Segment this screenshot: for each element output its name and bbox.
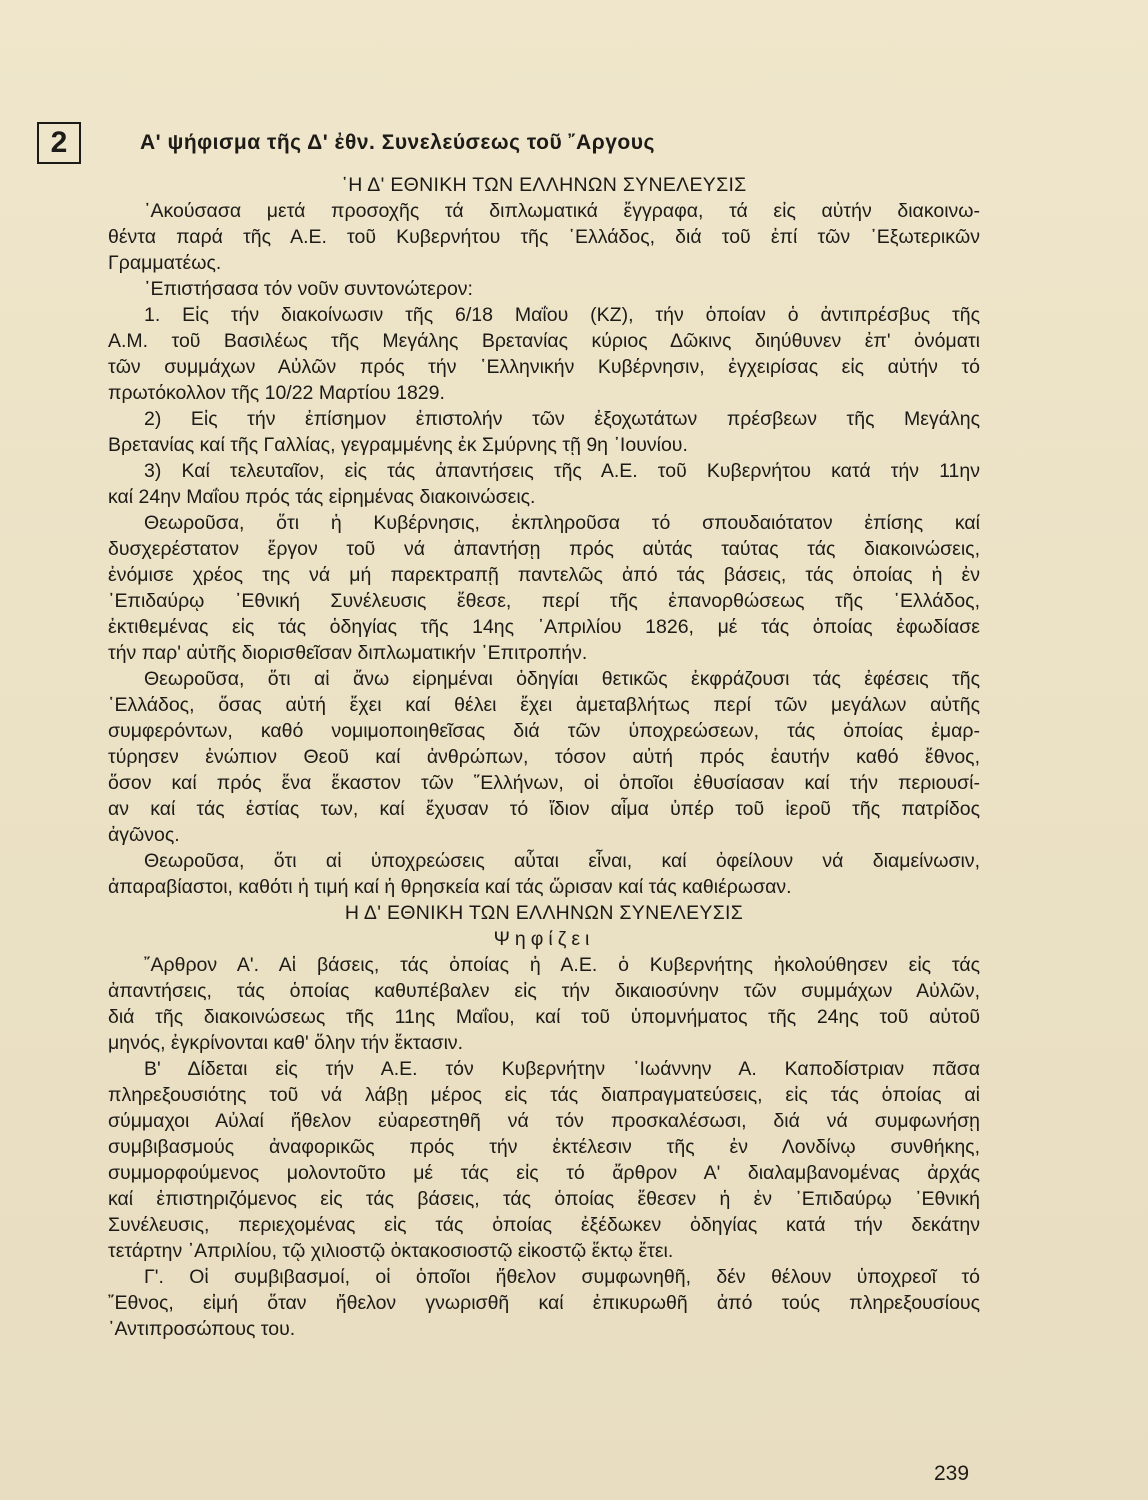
document-body [108,172,980,1342]
preamble-paragraph [108,458,980,510]
text-line: Γραμματέως. [108,252,222,274]
text-line: σύμμαχοι Αὐλαί ἤθελον εὐαρεστηθῆ νά τόν προσκαλέσωσι, διά νά συμφωνήσῃ [108,1110,980,1132]
preamble-paragraph [108,302,980,406]
text-line: Γ'. Οἱ συμβιβασμοί, οἱ ὁποῖοι ἤθελον συμφωνηθῆ, δέν θέλουν ὑποχρεοῖ τό [144,1266,980,1288]
preamble-paragraph [108,510,980,666]
text-line: ᾿Ακούσασα μετά προσοχῆς τά διπλωματικά ἔγγραφα, τά εἰς αὐτήν διακοινω- [144,200,980,222]
article-paragraph [108,952,980,1056]
preamble-paragraph [108,406,980,458]
text-line: ῎Αρθρον Α'. Αἱ βάσεις, τάς ὁποίας ἡ Α.Ε. ὁ Κυβερνήτης ἠκολούθησεν εἰς τάς [144,954,980,976]
text-line: ῾Ελλάδος, ὅσας αὐτή ἔχει καί θέλει ἔχει ἀμεταβλήτως περί τῶν μεγάλων αὐτῆς [108,694,980,716]
text-line: ἐκτιθεμένας εἰς τάς ὁδηγίας τῆς 14ης ᾿Απριλίου 1826, μέ τάς ὁποίας ἐφωδίασε [108,616,980,638]
text-line: τῶν συμμάχων Αὐλῶν πρός τήν ῾Ελληνικήν Κυβέρνησιν, ἐγχειρίσας εἰς αὐτήν τό [108,356,980,378]
text-line: τετάρτην ᾿Απριλίου, τῷ χιλιοστῷ ὀκτακοσιοστῷ εἰκοστῷ ἕκτῳ ἔτει. [108,1240,674,1262]
text-line: θέντα παρά τῆς Α.Ε. τοῦ Κυβερνήτου τῆς ῾Ελλάδος, διά τοῦ ἐπί τῶν ᾿Εξωτερικῶν [108,226,980,248]
text-line: πληρεξουσιότης τοῦ νά λάβῃ μέρος εἰς τάς διαπραγματεύσεις, εἰς τάς ὁποίας αἱ [108,1084,980,1106]
text-line: Θεωροῦσα, ὅτι ἡ Κυβέρνησις, ἐκπληροῦσα τό σπουδαιότατον ἐπίσης καί [144,512,980,534]
text-line: 2) Εἰς τήν ἐπίσημον ἐπιστολήν τῶν ἐξοχωτάτων πρέσβεων τῆς Μεγάλης [144,408,980,430]
text-line: Β' Δίδεται εἰς τήν Α.Ε. τόν Κυβερνήτην ᾿Ιωάννην Α. Καποδίστριαν πᾶσα [144,1058,980,1080]
text-line: Θεωροῦσα, ὅτι αἱ ὑποχρεώσεις αὗται εἶναι, καί ὀφείλουν νά διαμείνωσιν, [144,850,980,872]
text-line: τύρησεν ἐνώπιον Θεοῦ καί ἀνθρώπων, τόσον αὐτή πρός ἑαυτήν καθό ἔθνος, [108,746,980,768]
assembly-title: ῾Η Δ' ΕΘΝΙΚΗ ΤΩΝ ΕΛΛΗΝΩΝ ΣΥΝΕΛΕΥΣΙΣ [341,174,747,196]
preamble-paragraph [108,198,980,276]
text-line: Συνέλευσις, περιεχομένας εἰς τάς ὁποίας ἐξέδωκεν ὁδηγίας κατά τήν δεκάτην [108,1214,980,1236]
text-line: Βρετανίας καί τῆς Γαλλίας, γεγραμμένης ἐκ Σμύρνης τῇ 9η ᾿Ιουνίου. [108,434,688,456]
text-line: συμμορφούμενος μολοντοῦτο μέ τάς εἰς τό ἄρθρον Α' διαλαμβανομένας ἀρχάς [108,1162,980,1184]
text-line: ᾿Επιστήσασα τόν νοῦν συντονώτερον: [144,278,473,300]
assembly-title-2: Η Δ' ΕΘΝΙΚΗ ΤΩΝ ΕΛΛΗΝΩΝ ΣΥΝΕΛΕΥΣΙΣ [344,902,744,924]
articles-section [108,952,980,1342]
article-paragraph [108,1264,980,1342]
decree-verb: Ψηφίζει [493,928,595,950]
preamble-paragraph [108,666,980,848]
text-line: ἐνόμισε χρέος της νά μή παρεκτραπῇ παντελῶς ἀπό τάς βάσεις, τάς ὁποίας ἡ ἐν [108,564,980,586]
text-line: ᾿Επιδαύρῳ ᾿Εθνική Συνέλευσις ἔθεσε, περί τῆς ἐπανορθώσεως τῆς ῾Ελλάδος, [108,590,980,612]
text-line: συμβιβασμούς ἀναφορικῶς πρός τήν ἐκτέλεσιν τῆς ἐν Λονδίνῳ συνθήκης, [108,1136,980,1158]
text-line: ῎Εθνος, εἰμή ὅταν ἤθελον γνωρισθῆ καί ἐπικυρωθῆ ἀπό τούς πληρεξουσίους [108,1292,980,1314]
text-line: 1. Εἰς τήν διακοίνωσιν τῆς 6/18 Μαΐου (ΚΖ), τήν ὁποίαν ὁ ἀντιπρέσβυς τῆς [144,304,980,326]
text-line: αν καί τάς ἑστίας των, καί ἔχυσαν τό ἴδιον αἷμα ὑπέρ τοῦ ἱεροῦ τῆς πατρίδος [108,798,980,820]
text-line: Α.Μ. τοῦ Βασιλέως τῆς Μεγάλης Βρετανίας κύριος Δῶκινς διηύθυνεν ἐπ' ὀνόματι [108,330,980,352]
text-line: διά τῆς διακοινώσεως τῆς 11ης Μαΐου, καί τοῦ ὑπομνήματος τῆς 24ης τοῦ αὐτοῦ [108,1006,980,1028]
text-line: ἀγῶνος. [108,824,180,846]
text-line: 3) Καί τελευταῖον, εἰς τάς ἀπαντήσεις τῆς Α.Ε. τοῦ Κυβερνήτου κατά τήν 11ην [144,460,980,482]
text-line: ἀπαντήσεις, τάς ὁποίας καθυπέβαλεν εἰς τήν δικαιοσύνην τῶν συμμάχων Αὐλῶν, [108,980,980,1002]
text-line: πρωτόκολλον τῆς 10/22 Μαρτίου 1829. [108,382,445,404]
text-line: συμφερόντων, καθό νομιμοποιηθεῖσας διά τῶν ὑποχρεώσεων, τάς ὁποίας ἐμαρ- [108,720,980,742]
preamble-section [108,198,980,900]
document-number-box: 2 [37,122,81,164]
text-line: καί 24ην Μαΐου πρός τάς εἰρημένας διακοινώσεις. [108,486,536,508]
preamble-paragraph [108,276,980,302]
text-line: ὅσον καί πρός ἕνα ἕκαστον τῶν ῞Ελλήνων, οἱ ὁποῖοι ἐθυσίασαν καί τήν περιουσί- [108,772,980,794]
article-paragraph [108,1056,980,1264]
text-line: ᾿Αντιπροσώπους του. [108,1318,296,1340]
text-line: καί ἐπιστηριζόμενος εἰς τάς βάσεις, τάς ὁποίας ἔθεσεν ἡ ἐν ᾿Επιδαύρῳ ᾿Εθνική [108,1188,980,1210]
page-number: 239 [934,1462,970,1485]
text-line: δυσχερέστατον ἔργον τοῦ νά ἀπαντήσῃ πρός αὐτάς ταύτας τάς διακοινώσεις, [108,538,980,560]
text-line: ἀπαραβίαστοι, καθότι ἡ τιμή καί ἡ θρησκεία καί τάς ὥρισαν καί τάς καθιέρωσαν. [108,876,792,898]
text-line: Θεωροῦσα, ὅτι αἱ ἄνω εἰρημέναι ὁδηγίαι θετικῶς ἐκφράζουσι τάς ἐφέσεις τῆς [144,668,980,690]
preamble-paragraph [108,848,980,900]
document-heading: Α' ψήφισμα τῆς Δ' ἐθν. Συνελεύσεως τοῦ ῎Αργους [140,131,655,154]
text-line: τήν παρ' αὐτῆς διορισθεῖσαν διπλωματικήν ᾿Επιτροπήν. [108,642,588,664]
text-line: μηνός, ἐγκρίνονται καθ' ὅλην τήν ἔκτασιν. [108,1032,464,1054]
